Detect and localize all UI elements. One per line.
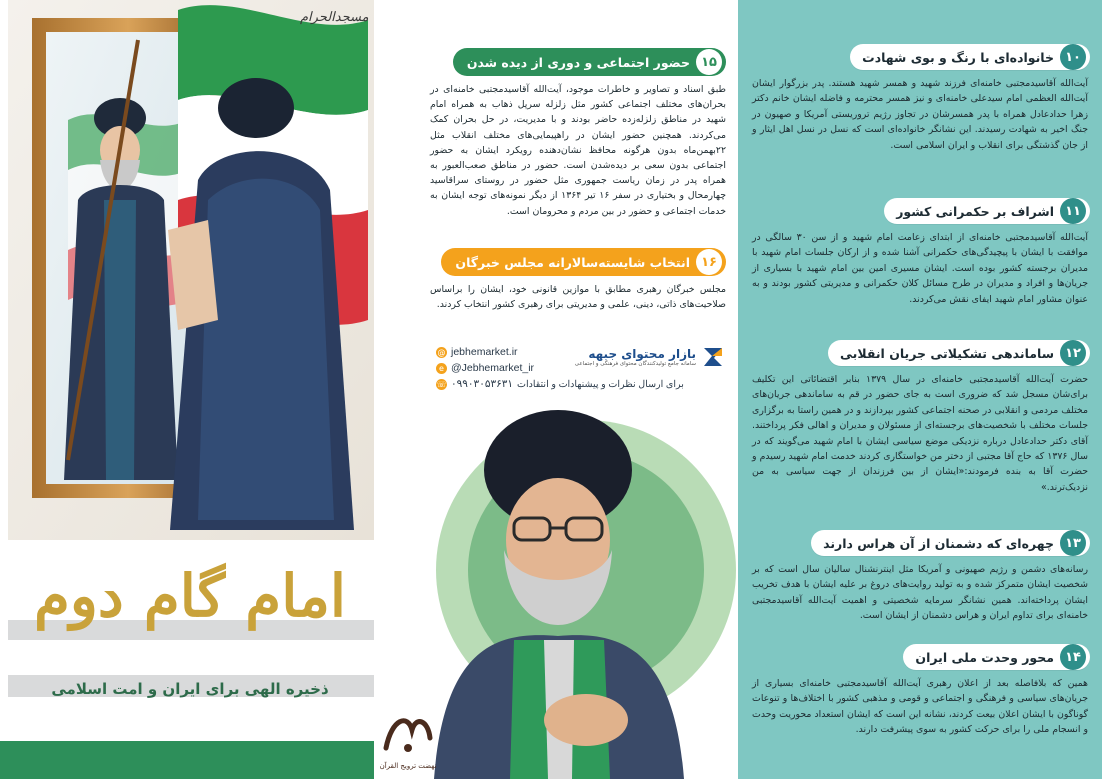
logo-emblem xyxy=(378,708,438,774)
section-10-body: آیت‌الله آقاسیدمجتبی خامنه‌ای فرزند شهید و همسر شهید هستند. پدر بزرگوار ایشان آیت‌الله العظمی امام سیدعلی خامنه‌ای و نیز همسر محترمه و فاضله ایشان خانم دکتر زهرا حدادعادل همراه با پدر همسرشان در تجاوز رژیم تروریستی آمریکا و صهیون در جنگ اخیر به شهادت رسیدند. این نشانگر خانواده‌ای است که نسل در نسل اهل ایثار و از جان گذشتگی برای انقلاب و ایران اسلامی است. xyxy=(752,78,1088,151)
logo-icon xyxy=(378,708,438,758)
section-15-body: طبق اسناد و تصاویر و خاطرات موجود، آیت‌الله آقاسیدمجتبی خامنه‌ای در بحران‌های مختلف اجتماعی کشور مثل زلزله سرپل ذهاب به همراه امام شهید در مناطق زلزله‌زده حاضر بودند و با مدیریت، در حل بحران کمک می‌کردند. همچنین حضور ایشان در راهپیمایی‌های مختلف انقلاب مثل ۲۲بهمن‌ماه بدون هرگونه محافظ نشان‌دهنده رویکرد ایشان به حضور اجتماعی بدون سعی بر دیده‌شدن است. حضور در مناطق صعب‌العبور به همراه پدر در زمان ریاست جمهوری مثل حضور در روستای سراقاسید چهارمحال و بختیاری در سفر ۱۶ تیر ۱۳۶۴ از دیگر نمونه‌های توجه ایشان به خدمات اجتماعی و حضور در بین مردم و محرومان است. xyxy=(430,84,726,217)
section-15-title: حضور اجتماعی و دوری از دیده شدن xyxy=(466,54,690,70)
section-11 xyxy=(750,198,1090,307)
org-logo xyxy=(575,344,726,370)
section-13-number: ۱۳ xyxy=(1060,530,1086,556)
messenger-icon: e xyxy=(436,363,447,374)
section-10-header xyxy=(850,44,1090,70)
section-10-title: خانواده‌ای با رنگ و بوی شهادت xyxy=(862,49,1054,65)
section-11-header xyxy=(884,198,1090,224)
jebhe-logo-icon xyxy=(700,344,726,370)
right-column xyxy=(738,0,1102,779)
website-row xyxy=(436,346,518,358)
poster-illustration xyxy=(8,0,374,540)
section-16-number: ۱۶ xyxy=(696,249,722,275)
section-12-body: حضرت آیت‌الله آقاسیدمجتبی خامنه‌ای در سال ۱۳۷۹ بنابر اقتضائاتی این تکلیف برای‌شان مسجل شد که ضروری است به جای حضور در قم به ساماندهی جریان‌های مختلف مردمی و انقلابی در صحنه اجتماعی کشور بپردازند و در همین راستا به برگزاری جلسات مختلف با شخصیت‌های برجسته‌ای از مسئولان و مدیران و اهالی فکر پرداختند. آقای دکتر حدادعادل درباره نزدیکی موضع سیاسی ایشان با امام شهید می‌گویند که در سال ۱۳۷۶ که حاج آقا مجتبی از دختر من خواستگاری کردند خدمت امام شهید رسیدم و حضرت آقا به بنده فرمودند:«ایشان از بین فرزندان از جهت سیاسی به من نزدیک‌ترند.» xyxy=(752,374,1088,493)
section-14-number: ۱۴ xyxy=(1060,644,1086,670)
mirror-scene-image xyxy=(8,0,374,540)
section-12-number: ۱۲ xyxy=(1060,340,1086,366)
section-12-title: ساماندهی تشکیلاتی جریان انقلابی xyxy=(840,345,1054,361)
green-bottom-bar xyxy=(0,741,374,779)
section-14-header xyxy=(903,644,1090,670)
section-15-number: ۱۵ xyxy=(696,49,722,75)
section-14-body: همین که بلافاصله بعد از اعلان رهبری آیت‌الله آقاسیدمجتبی خامنه‌ای بسیاری از جریان‌های سیاسی و فرهنگی و اجتماعی و قومی و مذهبی کشور با اختلاف‌ها و تنوعات گوناگون با ایشان اعلان بیعت کردند، نشانه این است که ایشان استعداد محوریت وحدت و انسجام ملی را برای حرکت کشور به سوی پیشرفت دارند. xyxy=(752,678,1088,736)
handle-link[interactable]: @Jebhemarket_ir xyxy=(451,362,535,374)
web-icon: @ xyxy=(437,347,446,357)
org-name: بازار محتوای جبهه xyxy=(588,347,696,361)
poster-title: امام گام دوم xyxy=(33,562,347,630)
section-10 xyxy=(750,44,1090,153)
section-13-title: چهره‌ای که دشمنان از آن هراس دارند xyxy=(823,535,1054,551)
section-12 xyxy=(750,340,1090,495)
section-15 xyxy=(430,48,726,219)
section-14-title: محور وحدت ملی ایران xyxy=(915,649,1054,665)
website-link[interactable]: jebhemarket.ir xyxy=(451,346,518,358)
section-16-title: انتخاب شایسته‌سالارانه مجلس خبرگان xyxy=(455,254,690,270)
section-16-header xyxy=(441,248,726,276)
feedback-row xyxy=(436,378,684,390)
phone-icon: ☏ xyxy=(436,379,447,389)
section-13-header xyxy=(811,530,1090,556)
section-11-title: اشراف بر حکمرانی کشور xyxy=(896,203,1054,219)
section-10-number: ۱۰ xyxy=(1060,44,1086,70)
section-11-number: ۱۱ xyxy=(1060,198,1086,224)
org-tagline: سامانه جامع تولیدکنندگان محتوای فرهنگی و اجتماعی xyxy=(574,361,696,367)
logo-text: نهضت ترویج القرآن xyxy=(379,762,437,770)
signature: مسجدالحرام xyxy=(300,10,369,25)
section-15-header xyxy=(453,48,726,76)
section-16 xyxy=(430,248,726,312)
poster-subtitle: ذخیره الهی برای ایران و امت اسلامی xyxy=(51,680,329,698)
contact-block xyxy=(432,342,728,396)
phone-number[interactable]: ۰۹۹۰۳۰۵۳۶۳۱ xyxy=(451,378,514,390)
section-13-body: رسانه‌های دشمن و رژیم صهیونی و آمریکا مثل اینترنشنال سالیان سال است که بر شخصیت ایشان متمرکز شده و به تولید روایت‌های دروغ بر علیه ایشان با هدف تخریب ایشان پرداخته‌اند. همین نشانگر سرمایه شخصیتی و اهمیت آیت‌الله آقاسیدمجتبی خامنه‌ای برای تداوم ایران و هراس دشمنان از ایشان است. xyxy=(752,564,1088,622)
section-12-header xyxy=(828,340,1090,366)
section-11-body: آیت‌الله آقاسیدمجتبی خامنه‌ای از ابتدای زعامت امام شهید و از سن ۳۰ سالگی در موافقت با ایشان با پیچیدگی‌های حکمرانی آشنا شده و از ارکان جلسات امام شهید با مدیران برجسته کشور بوده است. ایشان مسیری امین بین امام شهید با بسیاری از جریان‌ها و افراد و مدیران در طرح مسائل کلان حکمرانی و مدیریتی کشور بودند و به عنوان مشاور امام شهید ایفای نقش می‌کردند. xyxy=(752,232,1088,305)
handle-row xyxy=(436,362,534,374)
feedback-label: برای ارسال نظرات و پیشنهادات و انتقادات xyxy=(517,378,684,390)
section-13 xyxy=(750,530,1090,624)
section-16-body: مجلس خبرگان رهبری مطابق با موازین قانونی خود، ایشان را براساس صلاحیت‌های ذاتی، دینی، علمی و مدیریتی برای رهبری کشور انتخاب کردند. xyxy=(430,284,726,311)
section-14 xyxy=(750,644,1090,738)
